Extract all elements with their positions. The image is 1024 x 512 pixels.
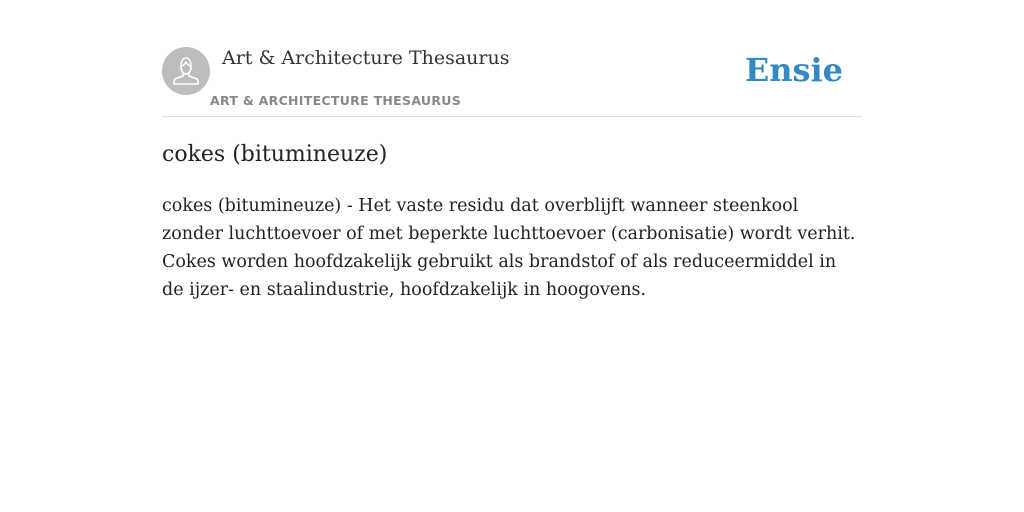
user-silhouette-icon [162, 47, 210, 95]
article-body: cokes (bitumineuze) - Het vaste residu dat overblijft wanneer steenkool zonder luchttoevoer of met beperkte luchttoevoer (carbonisatie) wordt verhit. Cokes worden hoofdzakelijk gebruikt als brandstof of als reduceermiddel in de ijzer- en staalindustrie, hoofdzakelijk in hoogovens. [162, 196, 856, 300]
category-label[interactable]: ART & ARCHITECTURE THESAURUS [210, 93, 462, 108]
article-title: cokes (bitumineuze) [162, 142, 388, 167]
page-header [162, 0, 862, 117]
page-container [162, 0, 862, 300]
brand-logo[interactable]: Ensie [744, 51, 843, 89]
author-name[interactable]: Art & Architecture Thesaurus [222, 47, 510, 69]
author-avatar[interactable] [162, 47, 210, 95]
